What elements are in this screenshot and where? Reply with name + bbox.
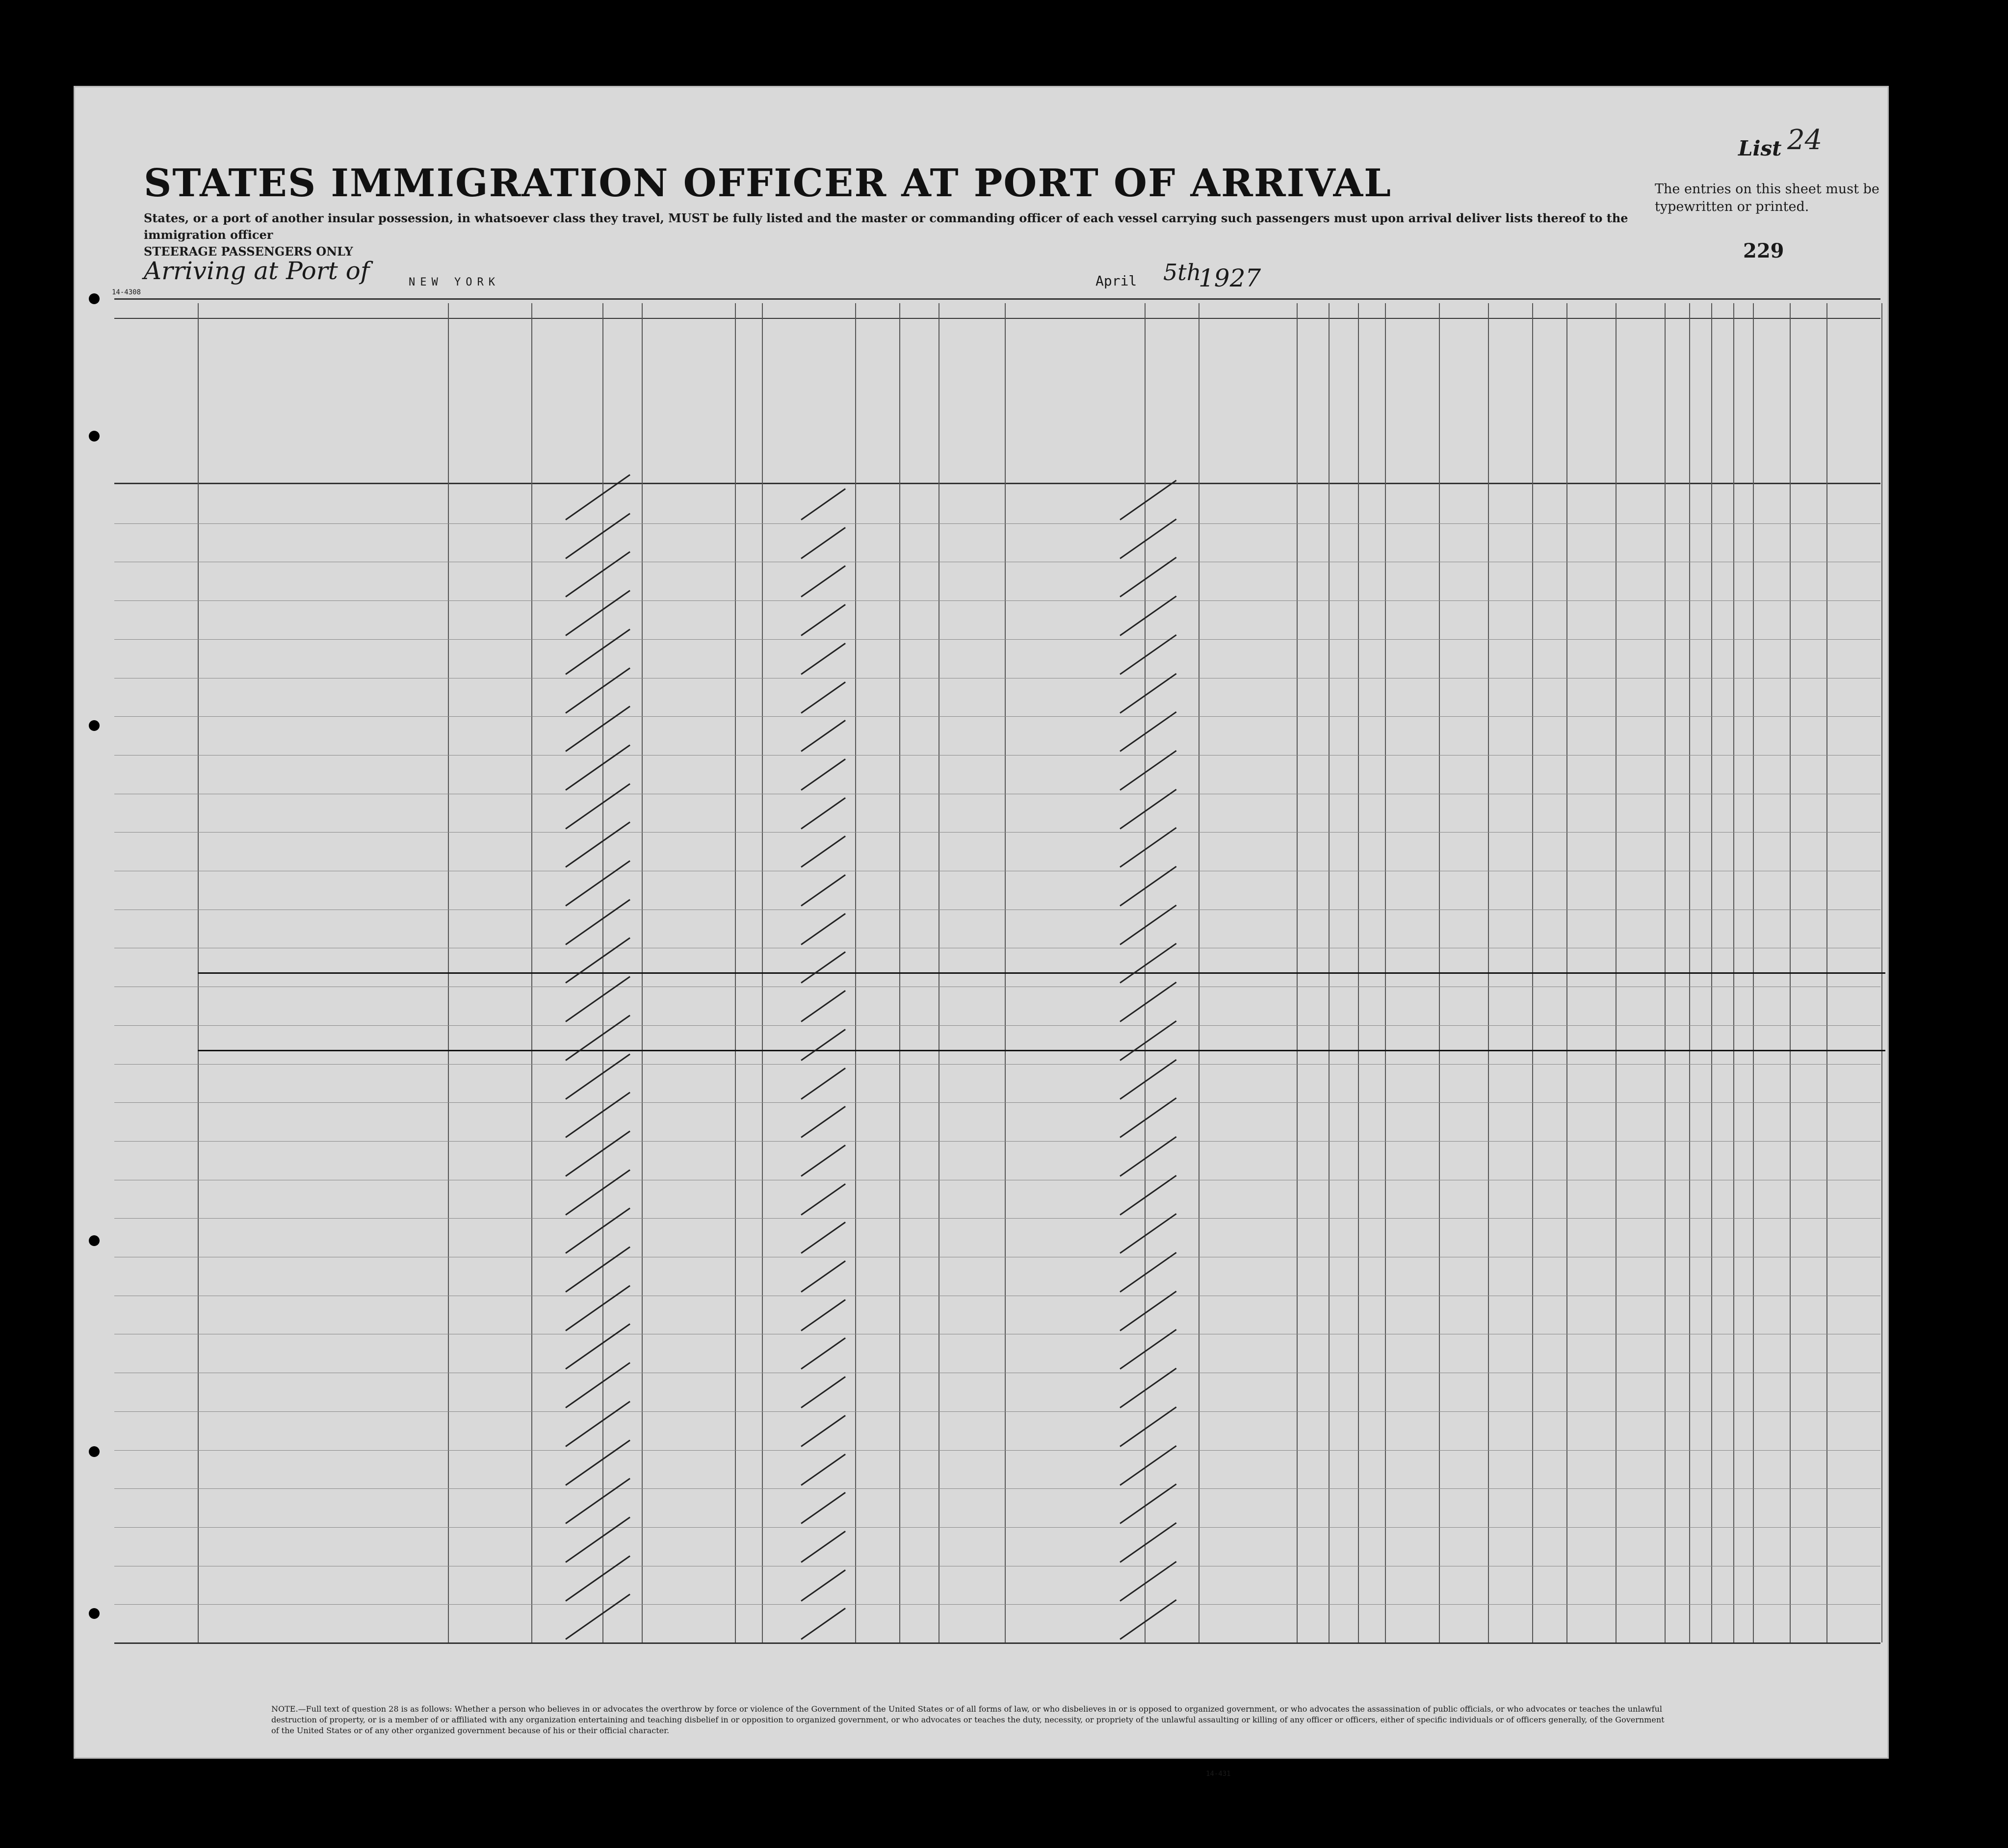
cancel-line xyxy=(198,972,1885,974)
check-mark xyxy=(565,1053,630,1099)
footnote: NOTE.—Full text of question 28 is as follows: Whether a person who believes in or advocates the overthrow by force or violence of the Government of the United States or of all forms of law, or who disbelieves in or is opposed to organized government, or who advocates the assassination of public officials, or who advocates or teaches the unlawful destruction of property, or is a member of or affiliated with any organization entertaining and teaching disbelief in or opposition to organized government, or who advocates or teaches the duty, necessity, or propriety of the unlawful assaulting or killing of any officer or officers, either of specific individuals or of officers generally, of the Government of the United States or of any other organized government because of his or their official character. xyxy=(271,1704,1665,1735)
cancel-line xyxy=(198,1050,1885,1051)
check-mark xyxy=(1120,1097,1176,1138)
check-mark xyxy=(1120,943,1176,984)
check-mark xyxy=(565,1285,630,1331)
check-mark xyxy=(1120,711,1176,752)
check-mark xyxy=(565,551,630,598)
check-mark xyxy=(801,1569,846,1602)
row-rule xyxy=(114,600,1880,601)
check-mark xyxy=(565,1208,630,1254)
list-label: List xyxy=(1738,136,1782,160)
port-name: NEW YORK xyxy=(409,276,500,288)
check-mark xyxy=(801,1067,846,1100)
row-rule xyxy=(114,1141,1880,1142)
check-mark xyxy=(565,1092,630,1138)
check-mark xyxy=(801,1531,846,1563)
check-mark xyxy=(1120,905,1176,945)
typewritten-note: The entries on this sheet must be typewritten or printed. xyxy=(1655,182,1879,214)
check-mark xyxy=(801,990,846,1022)
check-mark xyxy=(1120,1136,1176,1177)
check-mark xyxy=(801,1145,846,1177)
arrival-year: 1927 xyxy=(1199,264,1261,292)
check-mark xyxy=(801,643,846,675)
check-mark xyxy=(565,937,630,984)
arrival-month: April xyxy=(1095,273,1137,289)
row-rule xyxy=(114,1450,1880,1451)
arriving-label: Arriving at Port of xyxy=(144,257,370,285)
footer-code: 14-431 xyxy=(1206,1770,1231,1778)
check-mark xyxy=(565,706,630,752)
check-mark xyxy=(565,1401,630,1447)
row-rule xyxy=(114,639,1880,640)
row-rule xyxy=(114,1411,1880,1412)
check-mark xyxy=(565,513,630,559)
row-rule xyxy=(114,1488,1880,1489)
check-mark xyxy=(1120,1252,1176,1293)
check-mark xyxy=(1120,480,1176,521)
check-mark xyxy=(565,744,630,790)
table-bottom-rule xyxy=(114,1642,1880,1644)
punch-hole xyxy=(89,1235,100,1246)
row-rule xyxy=(114,716,1880,717)
check-mark xyxy=(801,1492,846,1524)
row-rule xyxy=(114,1064,1880,1065)
check-mark xyxy=(1120,789,1176,830)
arrival-day: 5th xyxy=(1163,259,1201,286)
check-mark xyxy=(801,797,846,830)
check-mark xyxy=(1120,982,1176,1022)
check-mark xyxy=(1120,1522,1176,1563)
check-mark xyxy=(1120,1329,1176,1370)
row-rule xyxy=(114,1025,1880,1026)
check-mark xyxy=(801,874,846,907)
check-mark xyxy=(801,1183,846,1216)
check-mark xyxy=(565,783,630,829)
check-mark xyxy=(1120,1175,1176,1216)
check-mark xyxy=(1120,1484,1176,1524)
check-mark xyxy=(1120,1020,1176,1061)
manifest-sheet xyxy=(74,86,1889,1778)
check-mark xyxy=(801,566,846,598)
check-mark xyxy=(1120,1213,1176,1254)
punch-hole xyxy=(89,1608,100,1619)
punch-hole xyxy=(89,293,100,304)
check-mark xyxy=(1120,1059,1176,1099)
check-mark xyxy=(801,1454,846,1486)
check-mark xyxy=(565,899,630,945)
check-mark xyxy=(801,913,846,945)
check-mark xyxy=(1120,1368,1176,1408)
check-mark xyxy=(1120,557,1176,598)
punch-hole xyxy=(89,1446,100,1457)
check-mark xyxy=(565,590,630,636)
check-mark xyxy=(565,628,630,675)
check-mark xyxy=(1120,1561,1176,1602)
check-mark xyxy=(801,1415,846,1447)
check-mark xyxy=(801,1222,846,1254)
check-mark xyxy=(801,1608,846,1640)
check-mark xyxy=(1120,519,1176,559)
check-mark xyxy=(565,1246,630,1292)
check-mark xyxy=(801,604,846,636)
check-mark xyxy=(565,860,630,906)
check-mark xyxy=(1120,750,1176,791)
check-mark xyxy=(565,1324,630,1370)
check-mark xyxy=(1120,1406,1176,1447)
check-mark xyxy=(801,1338,846,1370)
check-mark xyxy=(1120,596,1176,636)
check-mark xyxy=(565,474,630,520)
check-mark xyxy=(565,822,630,868)
check-mark xyxy=(801,527,846,559)
check-mark xyxy=(565,1362,630,1408)
check-mark xyxy=(565,1169,630,1215)
page-number: 229 xyxy=(1743,239,1784,262)
row-rule xyxy=(114,1218,1880,1219)
steerage-label: STEERAGE PASSENGERS ONLY xyxy=(144,244,353,259)
form-code: 14-4308 xyxy=(112,288,141,296)
list-number: 24 xyxy=(1787,124,1823,156)
check-mark xyxy=(565,1478,630,1524)
check-mark xyxy=(565,976,630,1022)
check-mark xyxy=(801,1299,846,1331)
check-mark xyxy=(1120,866,1176,907)
punch-hole xyxy=(89,720,100,731)
check-mark xyxy=(565,667,630,713)
instructions-text: States, or a port of another insular possession, in whatsoever class they travel, MUST be fully listed and the master or commanding officer of each vessel carrying such passengers must upon arrival deliver lists thereof to the immigration officer xyxy=(144,211,1628,242)
check-mark xyxy=(801,758,846,791)
check-mark xyxy=(1120,634,1176,675)
check-mark xyxy=(565,1516,630,1562)
check-mark xyxy=(565,1439,630,1485)
check-mark xyxy=(565,1555,630,1601)
check-mark xyxy=(1120,1445,1176,1485)
check-mark xyxy=(801,681,846,714)
check-mark xyxy=(565,1015,630,1061)
check-mark xyxy=(565,1130,630,1176)
punch-hole xyxy=(89,431,100,442)
check-mark xyxy=(801,1106,846,1138)
instructions xyxy=(144,210,1640,260)
check-mark xyxy=(801,835,846,868)
check-mark xyxy=(565,1594,630,1640)
page-title: STATES IMMIGRATION OFFICER AT PORT OF ARRIVAL xyxy=(144,161,1392,206)
row-rule xyxy=(114,1102,1880,1103)
check-mark xyxy=(801,488,846,521)
header-rule xyxy=(114,298,1880,300)
check-mark xyxy=(801,1029,846,1061)
check-mark xyxy=(1120,673,1176,713)
check-mark xyxy=(801,1376,846,1408)
check-mark xyxy=(1120,1291,1176,1331)
row-rule xyxy=(114,1604,1880,1605)
check-mark xyxy=(1120,1599,1176,1640)
check-mark xyxy=(801,952,846,984)
check-mark xyxy=(801,1260,846,1293)
check-mark xyxy=(1120,827,1176,868)
check-mark xyxy=(801,720,846,752)
row-rule xyxy=(114,523,1880,524)
row-rule xyxy=(114,832,1880,833)
row-rule xyxy=(114,1527,1880,1528)
